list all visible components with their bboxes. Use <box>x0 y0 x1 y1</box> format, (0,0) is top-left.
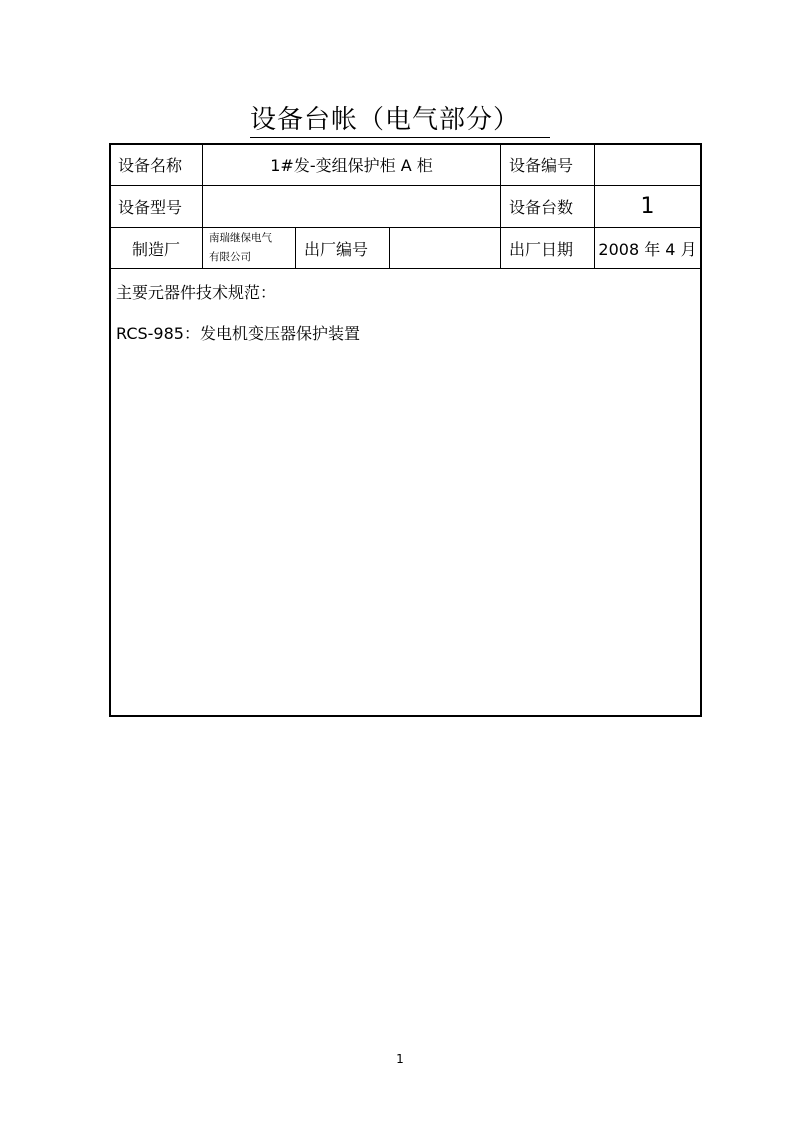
table-border-bottom <box>109 715 701 717</box>
page-number: 1 <box>396 1052 404 1066</box>
equipment-model-value <box>203 186 500 227</box>
equipment-name-value: 1#发-变组保护柜 A 柜 <box>270 156 433 175</box>
specs-line: RCS-985：发电机变压器保护装置 <box>116 324 360 343</box>
equipment-model-label: 设备型号 <box>118 198 183 217</box>
equipment-name-label: 设备名称 <box>118 156 183 175</box>
equipment-count-label: 设备台数 <box>509 198 574 217</box>
document-title <box>0 103 800 138</box>
manufacturer-value-line1: 南瑞继保电气 <box>209 232 272 244</box>
serial-number-label: 出厂编号 <box>304 239 369 259</box>
specs-heading: 主要元器件技术规范： <box>116 283 277 302</box>
equipment-number-value <box>595 144 700 185</box>
table-border-right <box>700 143 702 717</box>
manufacture-date-value: 2008 年 4 月 <box>598 239 697 259</box>
manufacturer-value <box>203 228 295 268</box>
manufacturer-label: 制造厂 <box>131 239 180 259</box>
equipment-number-label: 设备编号 <box>509 156 574 175</box>
document-title-text: 设备台帐（电气部分） <box>250 103 550 138</box>
manufacturer-value-line2: 有限公司 <box>209 251 251 263</box>
manufacture-date-label: 出厂日期 <box>509 239 574 259</box>
serial-number-value <box>390 228 500 268</box>
table-row-divider-3 <box>109 268 701 269</box>
equipment-count-value: 1 <box>640 194 655 219</box>
